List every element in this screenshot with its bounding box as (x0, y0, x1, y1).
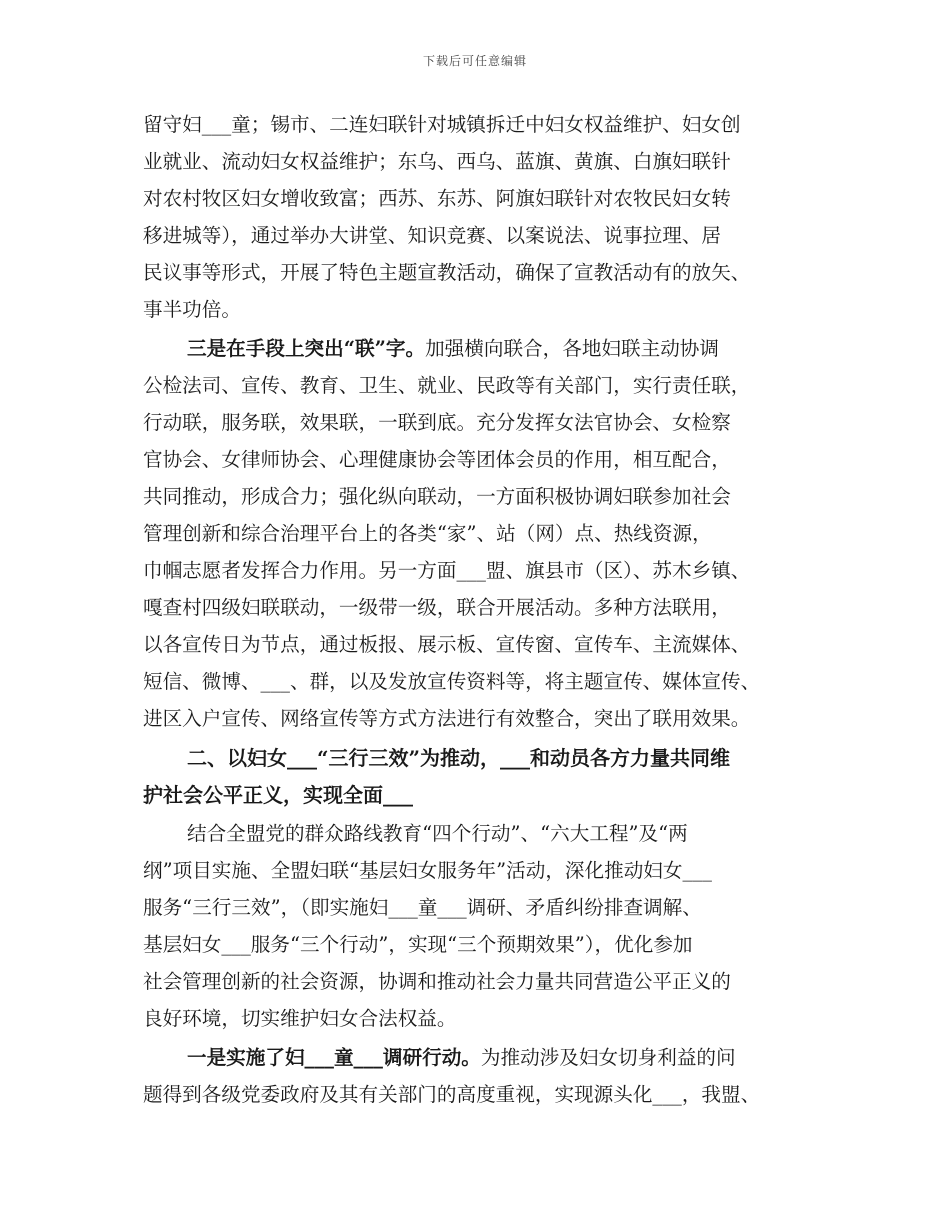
text-line: 巾帼志愿者发挥合力作用。另一方面___盟、旗县市（区）、苏木乡镇、 (143, 559, 751, 582)
page-header: 下载后可任意编辑 (422, 54, 527, 68)
paragraph-line (187, 1043, 736, 1073)
text-line: 共同推动，形成合力；强化纵向联动，一方面积极协调妇联参加社会 (143, 485, 731, 508)
text-line: 留守妇___童；锡市、二连妇联针对城镇拆迁中妇女权益维护、妇女创 (143, 113, 741, 136)
paragraph-lead: 一是实施了妇___童___调研行动。 (187, 1046, 481, 1069)
text-line: 基层妇女___服务“三个行动”，实现“三个预期效果”），优化参加 (143, 933, 693, 956)
paragraph-lead: 三是在手段上突出“联”字。 (187, 337, 426, 360)
text-line: 纲”项目实施、全盟妇联“基层妇女服务年”活动，深化推动妇女___ (143, 859, 712, 882)
text-line: 事半功倍。 (143, 298, 241, 321)
text-line: 社会管理创新的社会资源，协调和推动社会力量共同营造公平正义的 (143, 970, 731, 993)
text-line: 行动联，服务联，效果联，一联到底。充分发挥女法官协会、女检察 (143, 411, 731, 434)
text-line: 民议事等形式，开展了特色主题宣教活动，确保了宣教活动有的放矢、 (143, 261, 751, 284)
text-line: 以各宣传日为节点，通过板报、展示板、宣传窗、宣传车、主流媒体、 (143, 633, 751, 656)
text-line: 移进城等），通过举办大讲堂、知识竞赛、以案说法、说事拉理、居 (143, 224, 722, 247)
text-line: 嘎查村四级妇联联动，一级带一级，联合开展活动。多种方法联用， (143, 596, 731, 619)
text-line: 短信、微博、___、群，以及发放宣传资料等，将主题宣传、媒体宣传、 (143, 670, 761, 693)
text-line: 良好环境，切实维护妇女合法权益。 (143, 1007, 457, 1030)
text-line: 业就业、流动妇女权益维护；东乌、西乌、蓝旗、黄旗、白旗妇联针 (143, 150, 731, 173)
text-line: 结合全盟党的群众路线教育“四个行动”、“六大工程”及“两 (187, 822, 688, 845)
section-heading: 二、以妇女___“三行三效”为推动，___和动员各方力量共同维 (187, 746, 731, 770)
paragraph-text: 加强横向联合，各地妇联主动协调 (425, 337, 719, 360)
section-heading: 护社会公平正义，实现全面___ (143, 783, 413, 807)
text-line: 官协会、女律师协会、心理健康协会等团体会员的作用，相互配合， (143, 448, 731, 471)
text-line: 对农村牧区妇女增收致富；西苏、东苏、阿旗妇联针对农牧民妇女转 (143, 187, 731, 210)
paragraph-line (187, 334, 719, 364)
paragraph-text: 为推动涉及妇女切身利益的问 (480, 1046, 736, 1069)
text-line: 服务“三行三效”，（即实施妇___童___调研、矛盾纠纷排查调解、 (143, 896, 702, 919)
text-line: 题得到各级党委政府及其有关部门的高度重视，实现源头化___，我盟、 (143, 1083, 761, 1106)
text-line: 进区入户宣传、网络宣传等方式方法进行有效整合，突出了联用效果。 (143, 707, 751, 730)
text-line: 公检法司、宣传、教育、卫生、就业、民政等有关部门，实行责任联， (143, 374, 751, 397)
text-line: 管理创新和综合治理平台上的各类“家”、站（网）点、热线资源， (143, 522, 712, 545)
